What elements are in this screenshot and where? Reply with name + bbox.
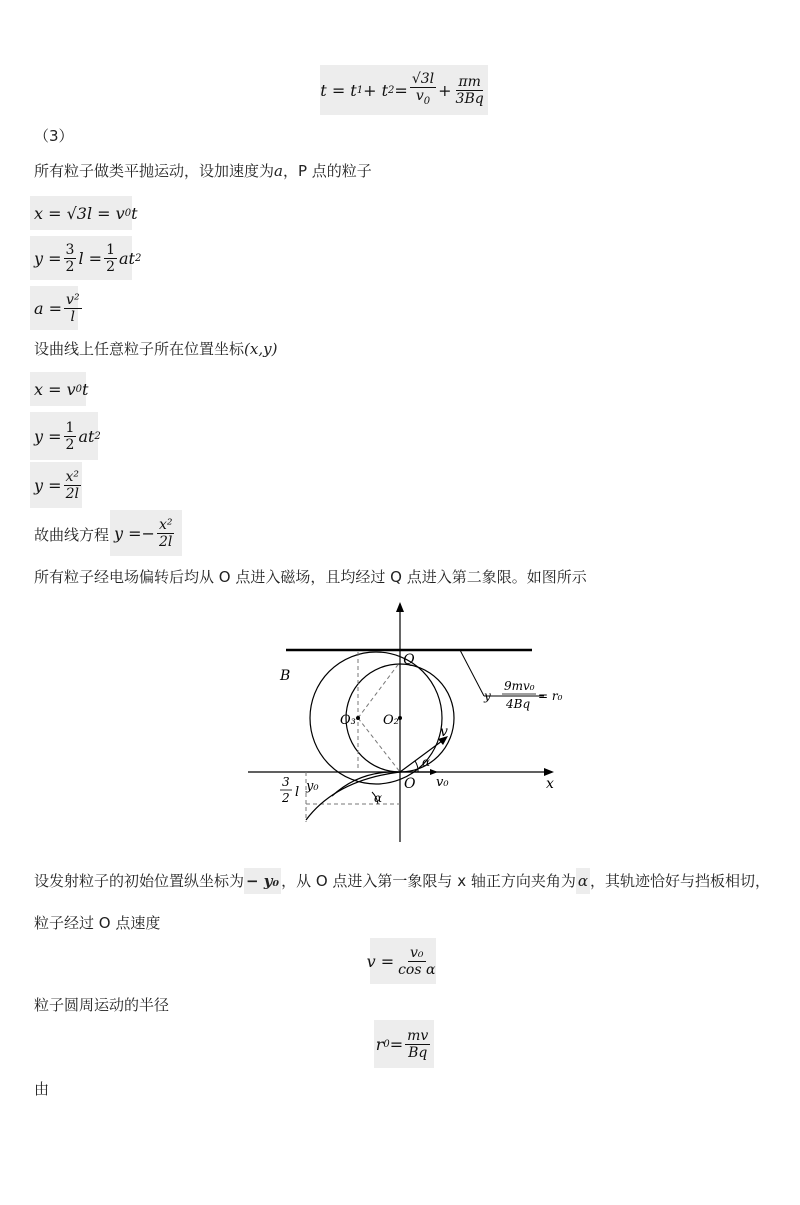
- annotation-y: y: [484, 689, 491, 703]
- label-o: O: [404, 776, 416, 792]
- intro-line: 所有粒子做类平抛运动，设加速度为a，P 点的粒子: [34, 162, 372, 180]
- label-l: l: [295, 785, 300, 800]
- equation-r: r 0 = $\frac{mv}{Bq}$: [374, 1020, 434, 1068]
- equation-time: t = t 1 + t 2 = $\frac{√3l}{v_0}$ + $\frac{\pi m}{3Bq}$: [320, 65, 488, 115]
- last-text: 由: [34, 1080, 50, 1098]
- section-label: （3）: [34, 127, 74, 145]
- annotation-num: 9mv₀: [504, 679, 535, 693]
- annotation-den: 4Bq: [506, 697, 531, 711]
- trajectory-outer: [306, 772, 400, 820]
- label-q: Q: [403, 652, 415, 668]
- equation-curve: y =− $\frac{\text{x²}}{2l}$: [110, 510, 182, 556]
- label-o2: O₂: [383, 713, 399, 728]
- trajectory-inner: [332, 772, 400, 796]
- x-axis-arrow: [544, 768, 554, 776]
- speed-text: 粒子经过 O 点速度: [34, 914, 161, 932]
- label-b: B: [280, 668, 291, 684]
- equation-x2: x = v 0 t: [30, 372, 86, 406]
- field-text: 所有粒子经电场偏转后均从 O 点进入磁场，且均经过 Q 点进入第二象限。如图所示: [34, 568, 587, 586]
- trajectory-diagram: [240, 600, 570, 850]
- radius-text: 粒子圆周运动的半径: [34, 996, 170, 1014]
- equation-y2: y = $\frac{1}{2}$ at 2: [30, 412, 98, 460]
- coord-line: 设曲线上任意粒子所在位置坐标(x,y): [34, 340, 278, 358]
- center-o3: [356, 716, 360, 720]
- equation-x1: x = √3l = v 0 t: [30, 196, 132, 230]
- label-y0: y₀: [306, 779, 319, 794]
- equation-a: a = $\frac{\text{v²}}{l}$: [30, 286, 78, 330]
- equation-v: v = $\frac{\text{v₀}}{\text{cos α}}$: [370, 938, 436, 984]
- annotation-rhs: = r₀: [538, 689, 563, 703]
- label-alpha-lower: α: [374, 791, 383, 805]
- label-o3: O₃: [340, 713, 356, 728]
- equation-y3: y = $\frac{\text{x²}}{2l}$: [30, 462, 82, 508]
- label-three: 3: [282, 775, 290, 789]
- dashed-o3-q: [358, 662, 400, 718]
- annotation-leader: [460, 650, 484, 696]
- label-x: x: [546, 776, 554, 792]
- y-axis-arrow: [396, 602, 404, 612]
- label-v0: v₀: [436, 775, 449, 790]
- label-alpha: α: [422, 755, 431, 769]
- equation-y1: y = $\frac{3}{2}$ l = $\frac{1}{2}$ at 2: [30, 236, 132, 280]
- launch-line: 设发射粒子的初始位置纵坐标为 − y₀ ，从 O 点进入第一象限与 x 轴正方向夹角为 α ，其轨迹恰好与挡板相切，: [34, 870, 770, 891]
- label-two: 2: [282, 791, 290, 805]
- label-v: v: [440, 724, 448, 740]
- curve-text: 故曲线方程: [34, 526, 110, 544]
